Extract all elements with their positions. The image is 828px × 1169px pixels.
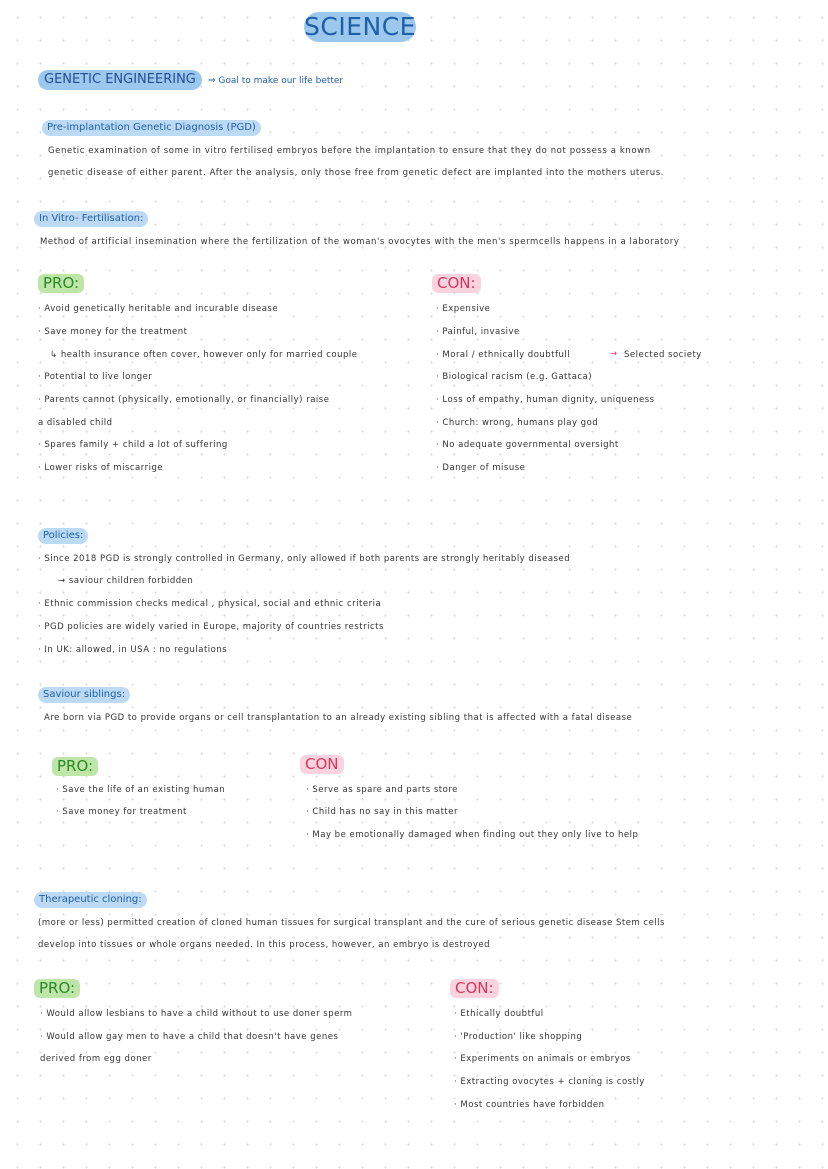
pgd-pro-item: · Parents cannot (physically, emotionally, or financially) raise [38, 395, 330, 405]
cloning-con-label: CON: [450, 979, 499, 998]
cloning-line: (more or less) permitted creation of cloned human tissues for surgical transplant and the cure of serious genetic disease Stem cells [38, 918, 665, 928]
pgd-con-label: CON: [432, 274, 481, 293]
policies-heading: Policies: [38, 528, 88, 544]
pgd-con-item: · Loss of empathy, human dignity, uniqueness [436, 395, 655, 405]
saviour-con-item: · Child has no say in this matter [306, 807, 458, 817]
policies-line: · Ethnic commission checks medical , physical, social and ethnic criteria [38, 599, 382, 609]
policies-line: · In UK: allowed, in USA : no regulations [38, 645, 228, 655]
pgd-con-item: · Danger of misuse [436, 463, 526, 473]
pgd-pro-item: ↳ health insurance often cover, however only for married couple [50, 350, 358, 360]
pgd-pro-label: PRO: [38, 274, 84, 293]
pgd-line-2: genetic disease of either parent. After the analysis, only those free from genetic defect are implanted into the mothers uterus. [48, 168, 665, 178]
page-title: SCIENCE [304, 12, 416, 41]
pgd-con-item: · Painful, invasive [436, 327, 520, 337]
pgd-con-item: · Church: wrong, humans play god [436, 418, 599, 428]
saviour-line: Are born via PGD to provide organs or cell transplantation to an already existing sibling that is affected with a fatal disease [44, 713, 633, 723]
cloning-con-item: · Ethically doubtful [454, 1009, 544, 1019]
moral-arrow-icon: → [610, 349, 618, 359]
cloning-pro-label: PRO: [34, 979, 80, 998]
saviour-pro-label: PRO: [52, 757, 98, 776]
pgd-pro-item: · Spares family + child a lot of suffering [38, 440, 228, 450]
cloning-con-item: · 'Production' like shopping [454, 1032, 583, 1042]
pgd-con-item: · No adequate governmental oversight [436, 440, 619, 450]
pgd-pro-item: · Avoid genetically heritable and incurable disease [38, 304, 279, 314]
pgd-pro-item: a disabled child [38, 418, 113, 428]
policies-line: · Since 2018 PGD is strongly controlled in Germany, only allowed if both parents are strongly heritably diseased [38, 554, 571, 564]
pgd-pro-item: · Lower risks of miscarrige [38, 463, 164, 473]
pgd-pro-item: · Potential to live longer [38, 372, 153, 382]
policies-line: → saviour children forbidden [58, 576, 194, 586]
pgd-con-item-extra: Selected society [624, 350, 702, 360]
cloning-pro-item: derived from egg doner [40, 1054, 152, 1064]
saviour-pro-item: · Save the life of an existing human [56, 785, 226, 795]
saviour-heading: Saviour siblings: [38, 687, 130, 703]
cloning-pro-item: · Would allow lesbians to have a child without to use doner sperm [40, 1009, 353, 1019]
saviour-con-item: · Serve as spare and parts store [306, 785, 458, 795]
ivf-heading: In Vitro- Fertilisation: [34, 211, 148, 227]
genetic-engineering-note: ⇒ Goal to make our life better [208, 76, 344, 86]
saviour-con-label: CON [300, 755, 344, 774]
pgd-heading: Pre-implantation Genetic Diagnosis (PGD) [42, 120, 261, 136]
saviour-con-item: · May be emotionally damaged when finding out they only live to help [306, 830, 639, 840]
pgd-con-item: · Biological racism (e.g. Gattaca) [436, 372, 593, 382]
cloning-con-item: · Extracting ovocytes + cloning is costly [454, 1077, 645, 1087]
saviour-pro-item: · Save money for treatment [56, 807, 187, 817]
ivf-line: Method of artificial insemination where the fertilization of the woman's ovocytes with the men's spermcells happens in a laboratory [40, 237, 680, 247]
pgd-pro-item: · Save money for the treatment [38, 327, 188, 337]
pgd-con-item: · Expensive [436, 304, 491, 314]
cloning-heading: Therapeutic cloning: [34, 892, 147, 908]
pgd-line-1: Genetic examination of some in vitro fertilised embryos before the implantation to ensure that they do not possess a known [48, 146, 651, 156]
cloning-pro-item: · Would allow gay men to have a child that doesn't have genes [40, 1032, 339, 1042]
cloning-con-item: · Most countries have forbidden [454, 1100, 605, 1110]
cloning-line: develop into tissues or whole organs needed. In this process, however, an embryo is destroyed [38, 940, 490, 950]
cloning-con-item: · Experiments on animals or embryos [454, 1054, 631, 1064]
genetic-engineering-heading: GENETIC ENGINEERING [38, 70, 202, 90]
policies-line: · PGD policies are widely varied in Europe, majority of countries restricts [38, 622, 384, 632]
pgd-con-item: · Moral / ethnically doubtfull [436, 350, 571, 360]
